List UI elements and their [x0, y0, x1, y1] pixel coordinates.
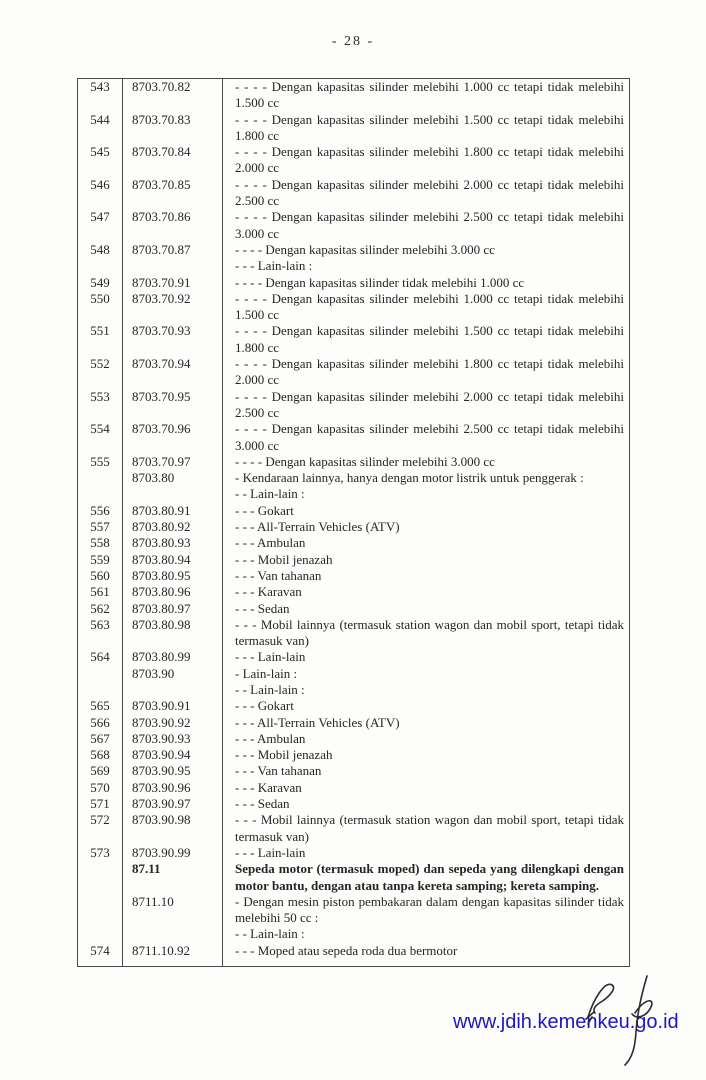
description-cell: - - - - Dengan kapasitas silinder melebihi 1.800 cc tetapi tidak melebihi 2.000 cc — [235, 144, 624, 176]
row-number-cell: 558 — [78, 535, 123, 551]
table-row — [78, 454, 630, 470]
row-number-cell: 559 — [78, 552, 123, 568]
hs-code-cell — [123, 258, 223, 274]
table-row — [78, 552, 630, 568]
description-cell: - - - - Dengan kapasitas silinder melebihi 2.000 cc tetapi tidak melebihi 2.500 cc — [235, 388, 624, 420]
hs-code-cell: 8703.80.97 — [123, 601, 223, 617]
description-cell: - - - Sedan — [235, 796, 290, 812]
hs-code-cell: 8703.80.99 — [123, 649, 223, 665]
hs-code-cell: 8703.80.93 — [123, 535, 223, 551]
row-number-cell: 568 — [78, 747, 123, 763]
table-row — [78, 242, 630, 258]
row-number-cell: 552 — [78, 356, 123, 389]
row-number-cell: 544 — [78, 112, 123, 145]
row-number-cell: 553 — [78, 389, 123, 422]
table-row — [78, 568, 630, 584]
description-cell: - Dengan mesin piston pembakaran dalam dengan kapasitas silinder tidak melebihi 50 cc : — [235, 893, 624, 926]
hs-code-cell: 8703.70.97 — [123, 454, 223, 470]
hs-code-cell: 8703.70.96 — [123, 421, 223, 454]
row-number-cell: 555 — [78, 454, 123, 470]
row-number-cell: 551 — [78, 323, 123, 356]
table-row — [78, 894, 630, 927]
hs-code-cell: 8703.90.93 — [123, 731, 223, 747]
description-cell: - - - - Dengan kapasitas silinder melebihi 3.000 cc — [235, 241, 495, 257]
row-number-cell: 546 — [78, 177, 123, 210]
description-cell: - - - - Dengan kapasitas silinder melebihi 2.500 cc tetapi tidak melebihi 3.000 cc — [235, 209, 624, 241]
hs-code-cell: 8703.70.91 — [123, 275, 223, 291]
table-row — [78, 79, 630, 112]
table-row — [78, 486, 630, 502]
table-row — [78, 796, 630, 812]
row-number-cell: 543 — [78, 79, 123, 112]
hs-code-cell: 8703.90.94 — [123, 747, 223, 763]
row-number-cell: 567 — [78, 731, 123, 747]
table-row — [78, 323, 630, 356]
table-row — [78, 731, 630, 747]
hs-code-cell: 8711.10 — [123, 894, 223, 927]
hs-code-cell — [123, 926, 223, 942]
hs-code-cell: 8703.70.86 — [123, 209, 223, 242]
description-cell: - Kendaraan lainnya, hanya dengan motor listrik untuk penggerak : — [235, 470, 584, 486]
row-number-cell — [78, 666, 123, 682]
table-row — [78, 291, 630, 324]
table-row — [78, 617, 630, 650]
hs-code-cell: 8703.90 — [123, 666, 223, 682]
hs-code-cell: 8703.80.95 — [123, 568, 223, 584]
description-cell: - Lain-lain : — [235, 665, 298, 681]
row-number-cell — [78, 861, 123, 894]
description-cell: - - - Karavan — [235, 779, 302, 795]
description-cell: - - - Mobil jenazah — [235, 747, 333, 763]
row-number-cell: 560 — [78, 568, 123, 584]
hs-code-cell: 8703.90.99 — [123, 845, 223, 861]
description-cell: - - - - Dengan kapasitas silinder tidak melebihi 1.000 cc — [235, 274, 525, 290]
description-cell: - - - Moped atau sepeda roda dua bermotor — [235, 942, 458, 958]
hs-code-cell — [123, 682, 223, 698]
tariff-table — [77, 78, 630, 967]
description-cell: - - - Mobil lainnya (termasuk station wagon dan mobil sport, tetapi tidak termasuk van) — [235, 616, 624, 649]
hs-code-cell: 8703.70.85 — [123, 177, 223, 210]
description-cell: - - - Karavan — [235, 584, 302, 600]
table-row — [78, 389, 630, 422]
table-row — [78, 861, 630, 894]
description-cell: - - - Lain-lain — [235, 649, 306, 665]
table-row — [78, 209, 630, 242]
description-cell: - - - - Dengan kapasitas silinder melebihi 1.000 cc tetapi tidak melebihi 1.500 cc — [235, 290, 624, 323]
row-number-cell — [78, 926, 123, 942]
row-number-cell: 548 — [78, 242, 123, 258]
description-cell: - - - All-Terrain Vehicles (ATV) — [235, 714, 400, 730]
table-row — [78, 845, 630, 861]
hs-code-cell: 8703.70.84 — [123, 144, 223, 177]
table-row — [78, 503, 630, 519]
description-cell: - - - Gokart — [235, 502, 294, 518]
table-row — [78, 421, 630, 454]
hs-code-cell: 8703.70.95 — [123, 389, 223, 422]
row-number-cell — [78, 258, 123, 274]
hs-code-cell: 8703.70.93 — [123, 323, 223, 356]
table-row — [78, 666, 630, 682]
hs-code-cell: 8703.80 — [123, 470, 223, 486]
row-number-cell: 556 — [78, 503, 123, 519]
table-row — [78, 747, 630, 763]
hs-code-cell: 8703.90.96 — [123, 780, 223, 796]
table-row — [78, 584, 630, 600]
description-cell: - - - All-Terrain Vehicles (ATV) — [235, 519, 400, 535]
row-number-cell — [78, 486, 123, 502]
hs-code-cell: 8703.90.91 — [123, 698, 223, 714]
description-cell: - - Lain-lain : — [235, 926, 305, 942]
hs-code-cell: 8703.90.92 — [123, 715, 223, 731]
hs-code-cell: 8703.70.92 — [123, 291, 223, 324]
row-number-cell: 561 — [78, 584, 123, 600]
row-number-cell: 563 — [78, 617, 123, 650]
row-number-cell: 565 — [78, 698, 123, 714]
table-row — [78, 356, 630, 389]
table-row — [78, 943, 630, 967]
table-row — [78, 763, 630, 779]
table-row — [78, 812, 630, 845]
description-cell: Sepeda motor (termasuk moped) dan sepeda yang dilengkapi dengan motor bantu, dengan atau tanpa kereta samping; kereta samping. — [235, 861, 624, 893]
hs-code-cell: 8703.70.82 — [123, 79, 223, 112]
row-number-cell — [78, 682, 123, 698]
description-cell: - - - Mobil lainnya (termasuk station wagon dan mobil sport, tetapi tidak termasuk van) — [235, 812, 624, 844]
table-row — [78, 275, 630, 291]
row-number-cell: 547 — [78, 209, 123, 242]
row-number-cell: 550 — [78, 291, 123, 324]
jdih-watermark-link[interactable]: www.jdih.kemenkeu.go.id — [453, 1011, 679, 1033]
table-row — [78, 601, 630, 617]
row-number-cell: 562 — [78, 601, 123, 617]
hs-code-cell: 8703.70.87 — [123, 242, 223, 258]
table-row — [78, 177, 630, 210]
hs-code-cell: 8703.80.96 — [123, 584, 223, 600]
row-number-cell: 572 — [78, 812, 123, 845]
table-row — [78, 112, 630, 145]
description-cell: - - - - Dengan kapasitas silinder melebihi 2.500 cc tetapi tidak melebihi 3.000 cc — [235, 421, 624, 453]
row-number-cell: 569 — [78, 763, 123, 779]
hs-code-cell: 8703.80.94 — [123, 552, 223, 568]
description-cell: - - - - Dengan kapasitas silinder melebihi 1.800 cc tetapi tidak melebihi 2.000 cc — [235, 356, 624, 388]
hs-code-cell: 8703.70.83 — [123, 112, 223, 145]
table-row — [78, 780, 630, 796]
table-row — [78, 144, 630, 177]
table-row — [78, 698, 630, 714]
hs-code-cell: 87.11 — [123, 861, 223, 894]
description-cell: - - - - Dengan kapasitas silinder melebihi 3.000 cc — [235, 453, 495, 469]
description-cell: - - - - Dengan kapasitas silinder melebihi 2.000 cc tetapi tidak melebihi 2.500 cc — [235, 176, 624, 209]
table-row — [78, 470, 630, 486]
table-row — [78, 258, 630, 274]
hs-code-cell: 8703.90.98 — [123, 812, 223, 845]
table-row — [78, 682, 630, 698]
row-number-cell — [78, 894, 123, 927]
hs-code-cell: 8703.70.94 — [123, 356, 223, 389]
description-cell: - - Lain-lain : — [235, 486, 305, 502]
row-number-cell: 554 — [78, 421, 123, 454]
hs-code-cell: 8703.80.91 — [123, 503, 223, 519]
description-cell: - - - - Dengan kapasitas silinder melebihi 1.500 cc tetapi tidak melebihi 1.800 cc — [235, 323, 624, 355]
row-number-cell: 564 — [78, 649, 123, 665]
description-cell: - - - Ambulan — [235, 730, 306, 746]
description-cell: - - - Van tahanan — [235, 763, 322, 779]
table-row — [78, 926, 630, 942]
page-number: - 28 - — [331, 34, 375, 49]
row-number-cell: 573 — [78, 845, 123, 861]
hs-code-cell: 8711.10.92 — [123, 943, 223, 967]
hs-code-cell: 8703.90.95 — [123, 763, 223, 779]
row-number-cell: 570 — [78, 780, 123, 796]
table-row — [78, 649, 630, 665]
description-cell: - - - Mobil jenazah — [235, 551, 333, 567]
description-cell: - - Lain-lain : — [235, 681, 305, 697]
description-cell: - - - - Dengan kapasitas silinder melebihi 1.500 cc tetapi tidak melebihi 1.800 cc — [235, 111, 624, 143]
row-number-cell: 571 — [78, 796, 123, 812]
table-row — [78, 535, 630, 551]
hs-code-cell: 8703.90.97 — [123, 796, 223, 812]
row-number-cell: 574 — [78, 943, 123, 967]
row-number-cell — [78, 470, 123, 486]
row-number-cell: 566 — [78, 715, 123, 731]
row-number-cell: 557 — [78, 519, 123, 535]
description-cell: - - - Ambulan — [235, 535, 306, 551]
description-cell: - - - Lain-lain — [235, 844, 306, 860]
hs-code-cell: 8703.80.92 — [123, 519, 223, 535]
description-cell: - - - Lain-lain : — [235, 258, 313, 274]
table-row — [78, 519, 630, 535]
description-cell: - - - Van tahanan — [235, 567, 322, 583]
description-cell: - - - Gokart — [235, 698, 294, 714]
hs-code-cell — [123, 486, 223, 502]
hs-code-cell: 8703.80.98 — [123, 617, 223, 650]
description-cell: - - - Sedan — [235, 600, 290, 616]
description-cell: - - - - Dengan kapasitas silinder melebihi 1.000 cc tetapi tidak melebihi 1.500 cc — [235, 79, 624, 111]
row-number-cell: 549 — [78, 275, 123, 291]
table-row — [78, 715, 630, 731]
row-number-cell: 545 — [78, 144, 123, 177]
